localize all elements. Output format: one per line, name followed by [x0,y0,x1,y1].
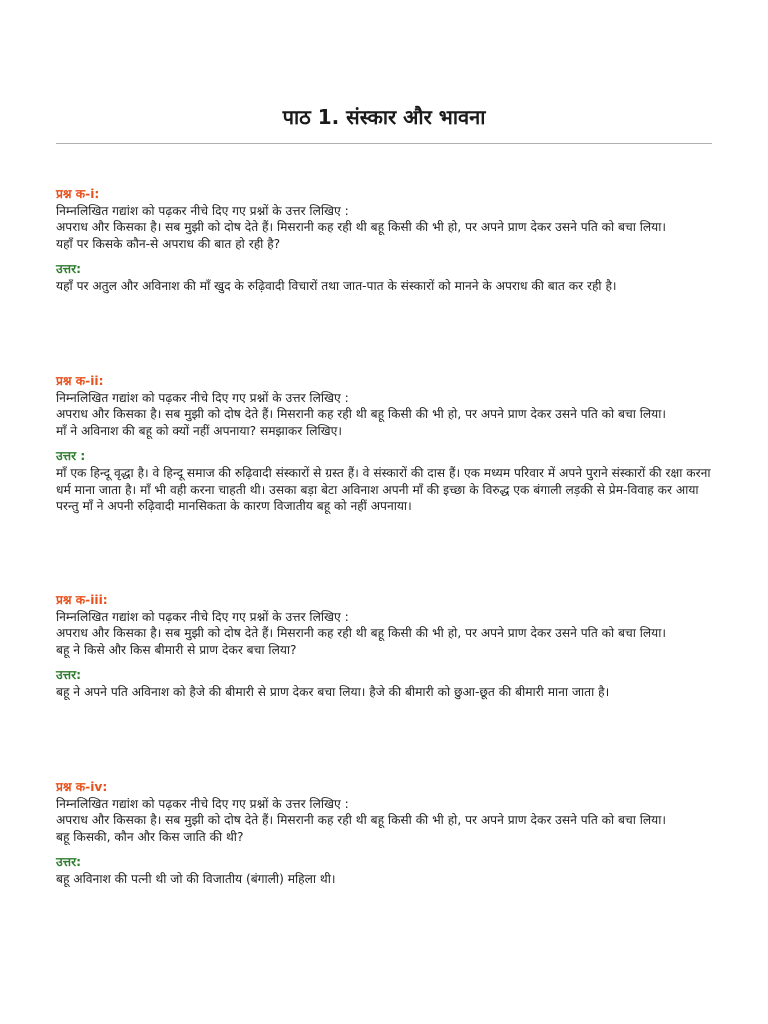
question-block-4 [56,779,714,888]
question-text: बहू ने किसे और किस बीमारी से प्राण देकर बचा लिया? [56,642,297,657]
answer-text: यहाँ पर अतुल और अविनाश की माँ खुद के रुढ़िवादी विचारों तथा जात-पात के संस्कारों को मानने के अपराध की बात कर रही है। [56,278,617,293]
question-passage: अपराध और किसका है। सब मुझी को दोष देते हैं। मिसरानी कह रही थी बहू किसी की भी हो, पर अपने प्राण देकर उसने पति को बचा लिया। [56,626,667,641]
question-instruction: निम्नलिखित गद्यांश को पढ़कर नीचे दिए गए प्रश्नों के उत्तर लिखिए : [56,796,349,811]
answer-label: उत्तर: [56,855,81,870]
title-divider [56,143,712,144]
answer-label: उत्तर: [56,262,81,277]
question-instruction: निम्नलिखित गद्यांश को पढ़कर नीचे दिए गए प्रश्नों के उत्तर लिखिए : [56,390,349,405]
page-title: पाठ 1. संस्कार और भावना [282,105,486,129]
question-label: प्रश्न क-i: [56,187,100,201]
answer-text: माँ एक हिन्दू वृद्धा है। वे हिन्दू समाज की रुढ़िवादी संस्कारों से ग्रस्त हैं। वे संस्कारों की दास हैं। एक मध्यम परिवार में अपने पुराने संस्कारों की रक्षा करना धर्म माना जाता है। माँ भी वही करना चाहती थी। उसका बड़ा बेटा अविनाश अपनी माँ की इच्छा के विरुद्ध एक बंगाली लड़की से प्रेम-विवाह कर आया परन्तु माँ ने अपनी रुढ़िवादी मानसिकता के कारण विजातीय बहू को नहीं अपनाया। [56,465,711,514]
answer-label: उत्तर: [56,668,81,683]
question-text: यहाँ पर किसके कौन-से अपराध की बात हो रही है? [56,236,281,251]
question-text: माँ ने अविनाश की बहू को क्यों नहीं अपनाया? समझाकर लिखिए। [56,423,342,438]
question-label: प्रश्न क-ii: [56,374,104,388]
question-block-2 [56,373,714,515]
question-block-1 [56,186,714,295]
answer-text: बहू ने अपने पति अविनाश को हैजे की बीमारी से प्राण देकर बचा लिया। हैजे की बीमारी को छुआ-छूत की बीमारी माना जाता है। [56,684,610,699]
question-passage: अपराध और किसका है। सब मुझी को दोष देते हैं। मिसरानी कह रही थी बहू किसी की भी हो, पर अपने प्राण देकर उसने पति को बचा लिया। [56,220,667,235]
question-instruction: निम्नलिखित गद्यांश को पढ़कर नीचे दिए गए प्रश्नों के उत्तर लिखिए : [56,203,349,218]
question-label: प्रश्न क-iii: [56,593,108,607]
answer-label: उत्तर : [56,449,86,464]
question-label: प्रश्न क-iv: [56,780,108,794]
question-text: बहू किसकी, कौन और किस जाति की थी? [56,829,244,844]
question-instruction: निम्नलिखित गद्यांश को पढ़कर नीचे दिए गए प्रश्नों के उत्तर लिखिए : [56,609,349,624]
question-passage: अपराध और किसका है। सब मुझी को दोष देते हैं। मिसरानी कह रही थी बहू किसी की भी हो, पर अपने प्राण देकर उसने पति को बचा लिया। [56,407,667,422]
question-block-3 [56,592,714,701]
question-passage: अपराध और किसका है। सब मुझी को दोष देते हैं। मिसरानी कह रही थी बहू किसी की भी हो, पर अपने प्राण देकर उसने पति को बचा लिया। [56,813,667,828]
answer-text: बहू अविनाश की पत्नी थी जो की विजातीय (बंगाली) महिला थी। [56,871,336,886]
